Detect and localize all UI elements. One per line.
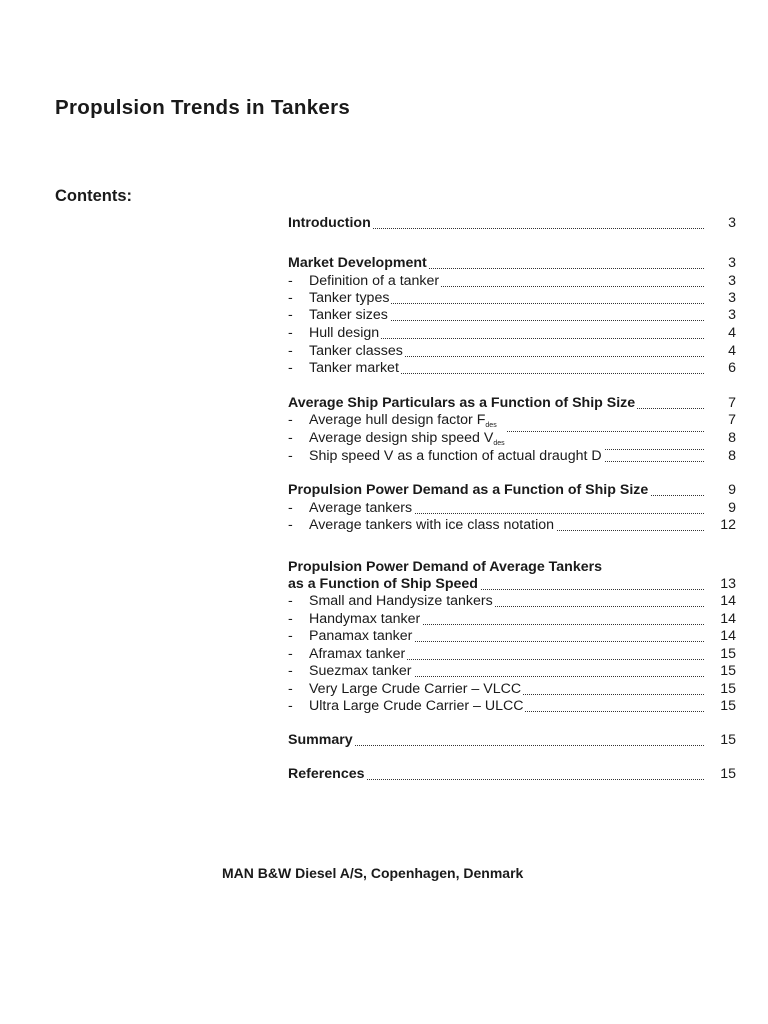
toc-entry-label: Propulsion Power Demand as a Function of Ship Size (288, 482, 649, 498)
toc-entry-introduction[interactable] (288, 214, 736, 232)
toc-entry-label: Average Ship Particulars as a Function of Ship Size (288, 395, 636, 411)
toc-page-number: 14 (720, 628, 736, 644)
toc-page-number: 3 (728, 307, 736, 323)
toc-page-number: 15 (720, 766, 736, 782)
toc-subentry-label: Tanker types (309, 290, 390, 306)
toc-page-number: 7 (728, 412, 736, 428)
toc-subentry[interactable]: - Tanker types 3 (288, 290, 736, 306)
toc-subentry[interactable]: - Hull design 4 (288, 325, 736, 341)
toc-subentry-label: Ultra Large Crude Carrier – ULCC (309, 698, 524, 714)
toc-page-number: 14 (720, 593, 736, 609)
toc-subentry-label: Average design ship speed V (309, 430, 494, 446)
contents-heading: Contents: (55, 187, 132, 205)
toc-subentry[interactable]: - Tanker sizes 3 (288, 307, 736, 323)
toc-page-number: 7 (728, 395, 736, 411)
toc-entry-label: Propulsion Power Demand of Average Tankers (288, 559, 603, 575)
toc-subentry-label: Definition of a tanker (309, 273, 440, 289)
toc-entry-label: Introduction (288, 215, 371, 231)
toc-subentry-label: Handymax tanker (309, 611, 421, 627)
toc-subentry-label: Ship speed V as a function of actual draught D (309, 448, 602, 464)
toc-subentry[interactable]: - Panamax tanker 14 (288, 628, 736, 644)
toc-page-number: 12 (720, 517, 736, 533)
toc-entry-label: Summary (288, 732, 353, 748)
toc-entry-summary[interactable] (288, 731, 736, 749)
toc-subentry[interactable]: - Average design ship speed $V_{des}$ 8 (288, 429, 736, 447)
toc-page-number: 9 (728, 482, 736, 498)
toc-page-number: 3 (728, 255, 736, 271)
toc-entry-power-demand-speed[interactable] (288, 575, 736, 593)
toc-subentry[interactable]: - Ultra Large Crude Carrier – ULCC 15 (288, 698, 736, 714)
toc-subentry-label: Panamax tanker (309, 628, 413, 644)
toc-subentry[interactable]: - Small and Handysize tankers 14 (288, 593, 736, 609)
toc-page-number: 8 (728, 430, 736, 446)
toc-subentry-label: Tanker sizes (309, 307, 388, 323)
toc-subentry-label: Suezmax tanker (309, 663, 412, 679)
publisher-footer: MAN B&W Diesel A/S, Copenhagen, Denmark (222, 865, 524, 881)
toc-subentry[interactable]: - Tanker market 6 (288, 360, 736, 376)
toc-page-number: 15 (720, 681, 736, 697)
toc-subentry-label: Average hull design factor F (309, 412, 486, 428)
toc-subentry-label: Average tankers with ice class notation (309, 517, 554, 533)
toc-entry-power-demand-speed-line1[interactable] (288, 558, 736, 576)
toc-page-number: 4 (728, 325, 736, 341)
toc-page-number: 3 (728, 290, 736, 306)
subscript: des (493, 440, 505, 447)
toc-entry-label: as a Function of Ship Speed (288, 576, 478, 592)
toc-entry-ship-particulars[interactable] (288, 394, 736, 412)
toc-subentry-label: Hull design (309, 325, 380, 341)
toc-page-number: 14 (720, 611, 736, 627)
toc-page-number: 15 (720, 663, 736, 679)
toc-subentry[interactable]: - Definition of a tanker 3 (288, 273, 736, 289)
toc-subentry-label: Average tankers (309, 500, 413, 516)
toc-subentry[interactable]: - Very Large Crude Carrier – VLCC 15 (288, 681, 736, 697)
toc-subentry-label: Aframax tanker (309, 646, 406, 662)
toc-page-number: 15 (720, 646, 736, 662)
toc-subentry[interactable]: - Average hull design factor $F_{des}$ 7 (288, 411, 736, 429)
toc-subentry[interactable]: - Average tankers with ice class notation 12 (288, 517, 736, 533)
toc-subentry-label: Small and Handysize tankers (309, 593, 493, 609)
toc-subentry[interactable]: - Ship speed V as a function of actual draught D 8 (288, 448, 736, 464)
toc-entry-label: Market Development (288, 255, 427, 271)
toc-subentry[interactable]: - Tanker classes 4 (288, 343, 736, 359)
toc-entry-references[interactable] (288, 765, 736, 783)
toc-subentry[interactable]: - Handymax tanker 14 (288, 611, 736, 627)
toc-subentry-label: Tanker classes (309, 343, 403, 359)
toc-entry-label: References (288, 766, 365, 782)
toc-page-number: 8 (728, 448, 736, 464)
toc-subentry[interactable]: - Aframax tanker 15 (288, 646, 736, 662)
toc-page-number: 13 (720, 576, 736, 592)
toc-subentry-label: Tanker market (309, 360, 399, 376)
toc-entry-power-demand-size[interactable] (288, 481, 736, 499)
toc-subentry[interactable]: - Average tankers 9 (288, 500, 736, 516)
toc-page-number: 4 (728, 343, 736, 359)
toc-subentry-label: Very Large Crude Carrier – VLCC (309, 681, 522, 697)
toc-page-number: 15 (720, 698, 736, 714)
toc-entry-market-development[interactable] (288, 254, 736, 272)
toc-page-number: 15 (720, 732, 736, 748)
subscript: des (485, 422, 497, 429)
document-title: Propulsion Trends in Tankers (55, 96, 351, 119)
toc-subentry[interactable]: - Suezmax tanker 15 (288, 663, 736, 679)
toc-page-number: 3 (728, 215, 736, 231)
toc-page-number: 9 (728, 500, 736, 516)
toc-page-number: 6 (728, 360, 736, 376)
toc-page-number: 3 (728, 273, 736, 289)
